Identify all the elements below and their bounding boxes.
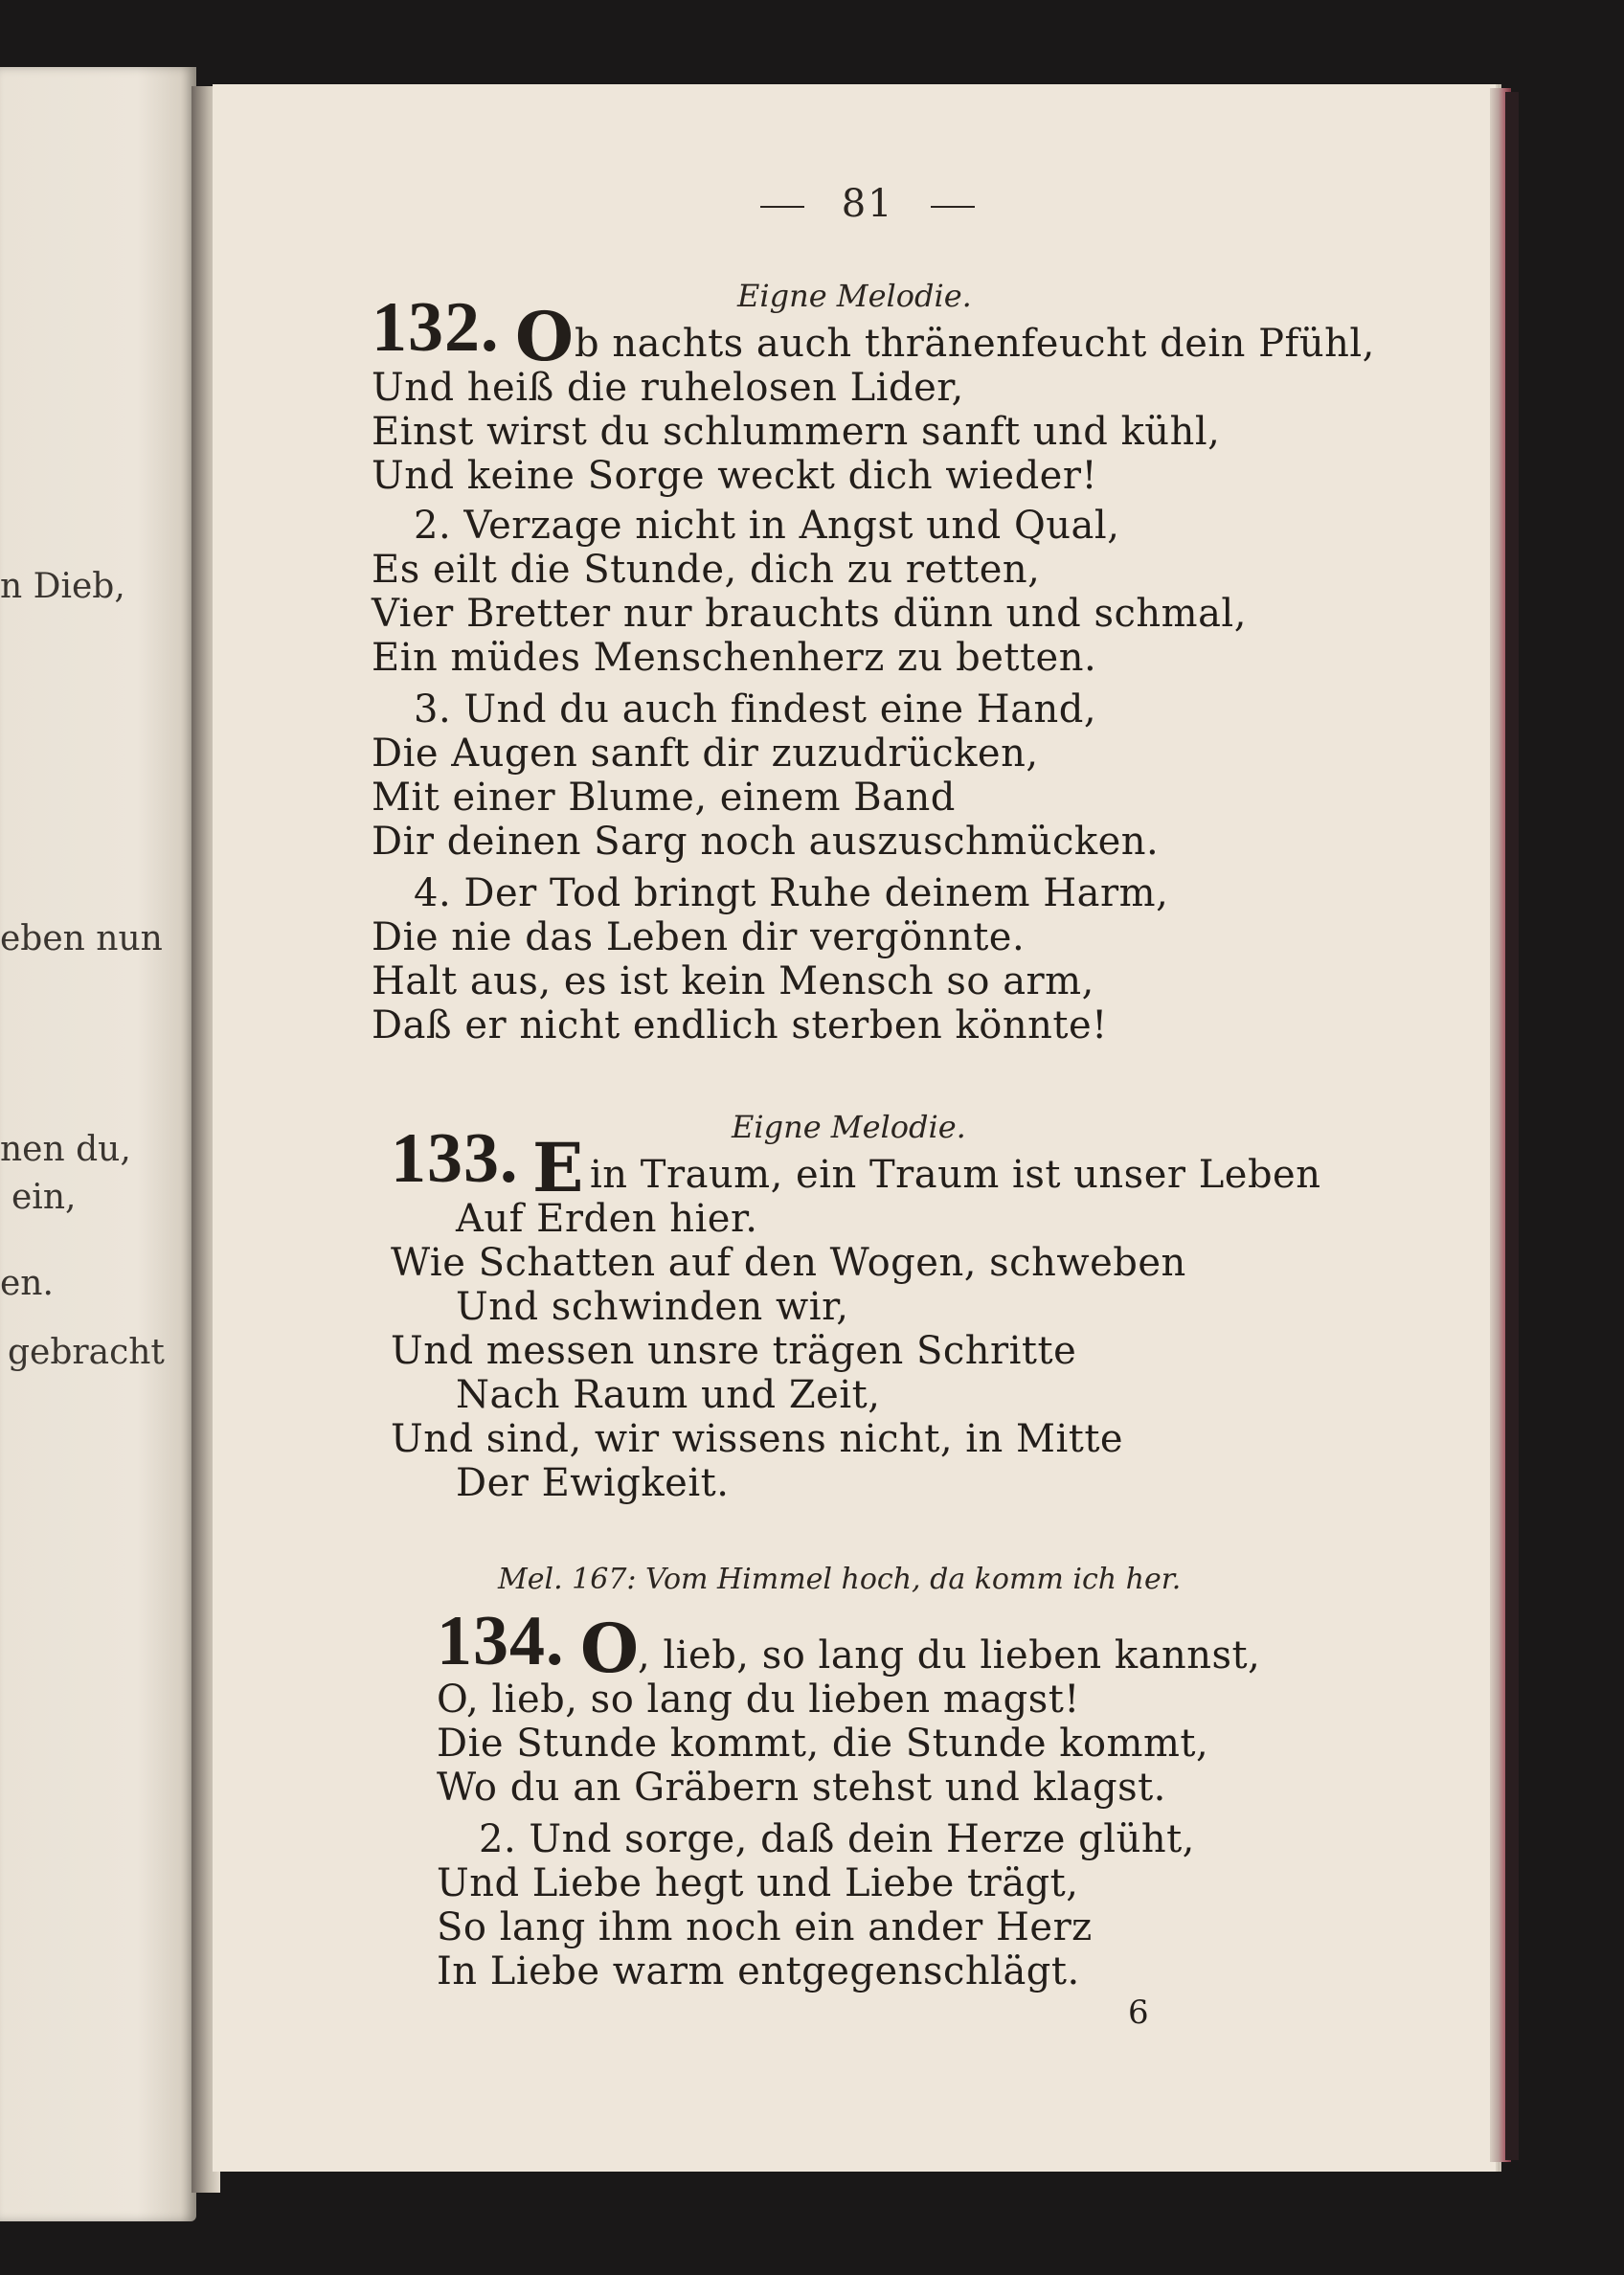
hymn-line: Und Liebe hegt und Liebe trägt, bbox=[437, 1861, 1079, 1905]
left-fragment: gebracht bbox=[8, 1333, 165, 1372]
left-fragment: en. bbox=[0, 1264, 54, 1303]
hymn-number: 134. bbox=[437, 1602, 565, 1680]
hymn-line: Und sind, wir wissens nicht, in Mitte bbox=[391, 1417, 1124, 1461]
hymn-line: 2. Und sorge, daß dein Herze glüht, bbox=[479, 1817, 1195, 1861]
hymn-line: Einst wirst du schlummern sanft und kühl, bbox=[372, 410, 1221, 454]
hymn-line: Wie Schatten auf den Wogen, schweben bbox=[391, 1241, 1186, 1285]
hymn-number: 132. bbox=[372, 288, 500, 367]
hymn-line: Und messen unsre trägen Schritte bbox=[391, 1329, 1077, 1373]
header-dash-left bbox=[760, 206, 804, 208]
melody-label: Eigne Melodie. bbox=[737, 278, 972, 314]
hymn-line: So lang ihm noch ein ander Herz bbox=[437, 1905, 1093, 1949]
book-cover-edge bbox=[1505, 92, 1519, 2160]
hymn-initial: E bbox=[532, 1128, 584, 1207]
left-fragment: n Dieb, bbox=[0, 567, 125, 606]
hymn-line: 3. Und du auch findest eine Hand, bbox=[414, 687, 1097, 732]
hymn-line: Wo du an Gräbern stehst und klagst. bbox=[437, 1766, 1166, 1810]
hymn-line: O, lieb, so lang du lieben magst! bbox=[437, 1678, 1080, 1722]
hymn-initial: O bbox=[580, 1609, 639, 1688]
signature-mark: 6 bbox=[1128, 1993, 1149, 2032]
hymn-line: , lieb, so lang du lieben kannst, bbox=[638, 1633, 1261, 1678]
hymn-line: Nach Raum und Zeit, bbox=[456, 1373, 881, 1417]
hymn-line: in Traum, ein Traum ist unser Leben bbox=[590, 1153, 1321, 1197]
left-fragment: eben nun bbox=[0, 919, 163, 958]
hymn-line: Ein müdes Menschenherz zu betten. bbox=[372, 636, 1097, 680]
hymn-line: Und keine Sorge weckt dich wieder! bbox=[372, 454, 1098, 498]
hymn-line: Daß er nicht endlich sterben könnte! bbox=[372, 1003, 1108, 1047]
hymn-line: Die nie das Leben dir vergönnte. bbox=[372, 915, 1026, 959]
hymn-initial: O bbox=[515, 297, 574, 376]
hymn-line: b nachts auch thränenfeucht dein Pfühl, bbox=[575, 322, 1375, 366]
hymn-line: Vier Bretter nur brauchts dünn und schmal, bbox=[372, 592, 1247, 636]
hymn-line: 4. Der Tod bringt Ruhe deinem Harm, bbox=[414, 871, 1169, 915]
hymn-line: Der Ewigkeit. bbox=[456, 1461, 730, 1505]
hymn-number: 133. bbox=[391, 1119, 519, 1198]
hymn-line: In Liebe warm entgegenschlägt. bbox=[437, 1949, 1080, 1993]
melody-label: Mel. 167: Vom Himmel hoch, da komm ich her. bbox=[498, 1563, 1182, 1596]
page-number: 81 bbox=[841, 182, 894, 226]
page-header bbox=[737, 182, 998, 226]
header-dash-right bbox=[931, 206, 975, 208]
left-fragment: nen du, bbox=[0, 1130, 131, 1169]
left-page bbox=[0, 67, 196, 2221]
hymn-line: Es eilt die Stunde, dich zu retten, bbox=[372, 548, 1041, 592]
hymn-line: Und schwinden wir, bbox=[456, 1285, 849, 1329]
hymn-line: Mit einer Blume, einem Band bbox=[372, 776, 956, 820]
hymn-line: Und heiß die ruhelosen Lider, bbox=[372, 366, 964, 410]
hymn-line: Die Stunde kommt, die Stunde kommt, bbox=[437, 1722, 1209, 1766]
hymn-line: Dir deinen Sarg noch auszuschmücken. bbox=[372, 820, 1160, 864]
left-fragment: ein, bbox=[11, 1178, 77, 1217]
hymn-line: Die Augen sanft dir zuzudrücken, bbox=[372, 732, 1039, 776]
melody-label: Eigne Melodie. bbox=[732, 1109, 966, 1145]
hymn-line: Auf Erden hier. bbox=[456, 1197, 758, 1241]
hymn-line: 2. Verzage nicht in Angst und Qual, bbox=[414, 504, 1120, 548]
hymn-line: Halt aus, es ist kein Mensch so arm, bbox=[372, 959, 1094, 1003]
